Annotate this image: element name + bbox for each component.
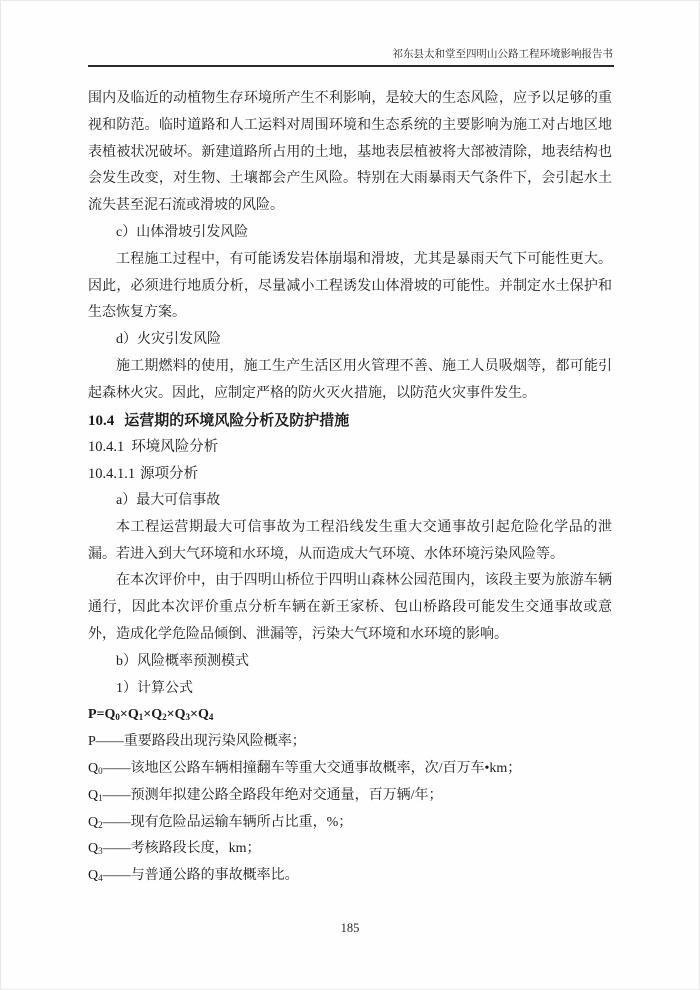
document-body xyxy=(88,86,612,890)
subscript: 1 xyxy=(138,712,144,723)
calc-heading: 1）计算公式 xyxy=(116,680,193,696)
definition-symbol: Q xyxy=(88,814,99,830)
definition-line-q3 xyxy=(88,836,612,863)
definition-symbol: Q xyxy=(88,841,99,857)
subscript: 2 xyxy=(162,712,167,723)
item-a-heading: a）最大可信事故 xyxy=(116,492,221,508)
definition-text: ——考核路段长度，km； xyxy=(102,841,261,857)
section-title: 运营期的环境风险分析及防护措施 xyxy=(124,412,350,429)
item-c-paragraph: 工程施工过程中，有可能诱发岩体崩塌和滑坡，尤其是暴雨天气下可能性更大。因此，必须进行地质分析，尽量减小工程诱发山体滑坡的可能性。并制定水土保护和生态恢复方案。 xyxy=(88,251,612,321)
item-d-heading: d）火灾引发风险 xyxy=(116,332,221,348)
section-number: 10.4 xyxy=(88,412,115,429)
subscript: 4 xyxy=(208,712,214,723)
section-number: 10.4.1.1 xyxy=(88,466,136,483)
definition-line-q2 xyxy=(88,810,612,837)
subscript: 3 xyxy=(98,846,103,857)
definition-text: ——与普通公路的事故概率比。 xyxy=(102,868,299,884)
section-title: 环境风险分析 xyxy=(131,439,219,456)
definition-symbol: Q xyxy=(88,787,99,803)
formula-term: $\times Q_3$ xyxy=(166,707,191,723)
definition-line-q4 xyxy=(88,863,612,890)
definition-symbol: Q xyxy=(88,868,99,884)
item-a-paragraph-1: 本工程运营期最大可信事故为工程沿线发生重大交通事故引起危险化学品的泄漏。若进入到大气环境和水环境，从而造成大气环境、水体环境污染风险等。 xyxy=(88,519,612,562)
formula-term: $\times Q_1$ xyxy=(119,707,144,723)
section-title: 源项分析 xyxy=(140,466,199,483)
section-number: 10.4.1 xyxy=(88,439,125,456)
page-footer xyxy=(0,921,700,936)
formula-term: $P=Q_0$ xyxy=(88,707,120,723)
running-header-title: 祁东县太和堂至四明山公路工程环境影响报告书 xyxy=(392,49,613,60)
definition-line-q0 xyxy=(88,756,612,783)
subscript: 4 xyxy=(98,873,103,884)
paragraph-continuation: 围内及临近的动植物生存环境所产生不利影响，是较大的生态风险，应予以足够的重视和防范。临时道路和人工运料对周围环境和生态系统的主要影响为施工对占地区地表植被状况破坏。新建道路所占用的土地，基地表层植被将大部被清除，地表结构也会发生改变，对生物、土壤都会产生风险。特别在大雨暴雨天气条件下，会引起水土流失甚至泥石流或滑坡的风险。 xyxy=(88,91,612,214)
page-number: 185 xyxy=(340,921,360,935)
definition-line-q1 xyxy=(88,783,612,810)
subscript: 1 xyxy=(98,792,103,803)
formula-term: $\times Q_4$ xyxy=(190,707,214,723)
subscript: 0 xyxy=(98,765,103,776)
item-c-heading: c）山体滑坡引发风险 xyxy=(116,224,249,240)
definition-text: ——预测年拟建公路全路段年绝对交通量，百万辆/年； xyxy=(102,787,443,803)
running-header xyxy=(88,46,613,61)
formula-term: $\times Q_2$ xyxy=(143,707,167,723)
definition-text: ——现有危险品运输车辆所占比重，%； xyxy=(102,814,353,830)
section-heading-10-4-1 xyxy=(88,434,612,461)
definition-text: ——重要路段出现污染风险概率； xyxy=(95,734,306,750)
subscript: 0 xyxy=(115,712,120,723)
subscript: 3 xyxy=(185,712,191,723)
subscript: 2 xyxy=(98,819,103,830)
section-heading-10-4 xyxy=(88,408,612,435)
header-rule xyxy=(88,65,614,67)
item-b-heading: b）风险概率预测模式 xyxy=(116,653,249,669)
section-heading-10-4-1-1 xyxy=(88,461,612,488)
item-a-paragraph-2: 在本次评价中，由于四明山桥位于四明山森林公园范围内，该段主要为旅游车辆通行，因此本次评价重点分析车辆在新王家桥、包山桥路段可能发生交通事故或意外，造成化学危险品倾倒、泄漏等，污染大气环境和水环境的影响。 xyxy=(88,573,612,642)
definition-line-p xyxy=(88,729,612,756)
definition-text: ——该地区公路车辆相撞翻车等重大交通事故概率，次/百万车•km； xyxy=(102,760,522,776)
item-d-paragraph: 施工期燃料的使用，施工生产生活区用火管理不善、施工人员吸烟等，都可能引起森林火灾。因此，应制定严格的防火灭火措施，以防范火灾事件发生。 xyxy=(88,358,612,401)
probability-formula xyxy=(88,702,612,729)
definition-symbol: Q xyxy=(88,760,99,776)
definition-symbol: P xyxy=(88,734,96,750)
